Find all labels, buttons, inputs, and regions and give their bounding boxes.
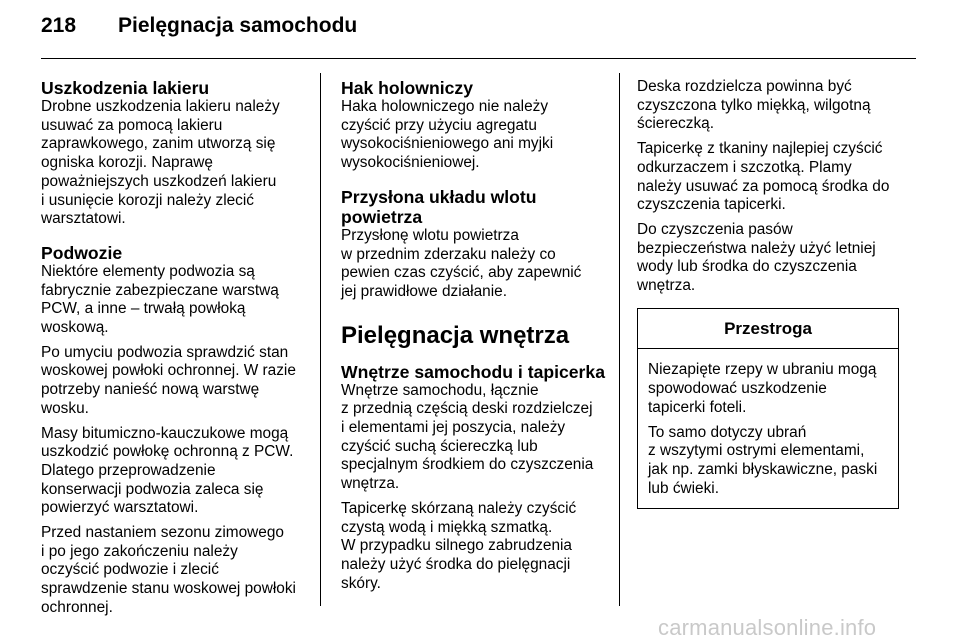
paragraph-paint-damage: Drobne uszkodzenia lakieru należy usuwać za pomocą lakieru zaprawkowego, zanim utworzą się ogniska korozji. Naprawę poważniejszych uszkodzeń lakieru i usunięcie korozji należy zlecić warsztatowi. [41, 98, 280, 228]
heading-paint-damage: Uszkodzenia lakieru [41, 78, 210, 98]
column-2 [341, 78, 613, 593]
watermark: carmanualsonline.info [658, 615, 877, 640]
paragraph-dashboard: Deska rozdzielcza powinna być czyszczona tylko miękką, wilgotną ściereczką. [637, 78, 871, 133]
heading-air-inlet: Przysłona układu wlotu powietrza [341, 186, 537, 227]
caution-body [638, 349, 898, 508]
column-divider-2 [619, 73, 620, 606]
heading-tow-hook: Hak holowniczy [341, 78, 473, 98]
column-1 [41, 78, 313, 618]
paragraph-interior-1: Wnętrze samochodu, łącznie z przednią częścią deski rozdzielczej i elementami jej poszycia, należy czyścić suchą ściereczką lub specjalnym środkiem do czyszczenia wnętrza. [341, 381, 594, 493]
paragraph-underbody-4: Przed nastaniem sezonu zimowego i po jego zakończeniu należy oczyścić podwozie i zlecić sprawdzenie stanu woskowej powłoki ochronnej. [41, 524, 296, 616]
heading-interior-care: Pielęgnacja wnętrza [341, 321, 570, 349]
paragraph-tow-hook: Haka holowniczego nie należy czyścić przy użyciu agregatu wysokociśnieniowego ani myjki wysokociśnieniowej. [341, 98, 554, 172]
paragraph-air-inlet: Przysłonę wlotu powietrza w przednim zderzaku należy co pewien czas czyścić, aby zapewnić jej prawidłowe działanie. [341, 226, 582, 300]
section-title: Pielęgnacja samochodu [118, 14, 358, 37]
caution-title: Przestroga [638, 309, 898, 350]
page-number: 218 [41, 14, 77, 37]
header-rule [41, 58, 916, 59]
paragraph-seatbelts: Do czyszczenia pasów bezpieczeństwa należy użyć letniej wody lub środka do czyszczenia wnętrza. [637, 220, 876, 295]
heading-interior-upholstery: Wnętrze samochodu i tapicerka [341, 361, 605, 382]
caution-box [637, 308, 899, 510]
page-header [41, 14, 357, 38]
paragraph-fabric: Tapicerkę z tkaniny najlepiej czyścić odkurzaczem i szczotką. Plamy należy usuwać za pomocą środka do czyszczenia tapicerki. [637, 140, 890, 214]
column-divider-1 [320, 73, 321, 606]
column-3 [637, 78, 915, 509]
heading-underbody: Podwozie [41, 242, 123, 263]
paragraph-underbody-2: Po umyciu podwozia sprawdzić stan woskowej powłoki ochronnej. W razie potrzeby nanieść nową warstwę wosku. [41, 343, 296, 417]
caution-paragraph-1: Niezapięte rzepy w ubraniu mogą spowodować uszkodzenie tapicerki foteli. [648, 361, 877, 416]
paragraph-underbody-1: Niektóre elementy podwozia są fabrycznie zabezpieczane warstwą PCW, a inne – trwałą powłoką woskową. [41, 262, 279, 337]
paragraph-interior-2: Tapicerkę skórzaną należy czyścić czystą wodą i miękką szmatką. W przypadku silnego zabrudzenia należy użyć środka do pielęgnacji skóry. [341, 499, 577, 592]
caution-paragraph-2: To samo dotyczy ubrań z wszytymi ostrymi elementami, jak np. zamki błyskawiczne, paski lub ćwieki. [648, 423, 878, 497]
paragraph-underbody-3: Masy bitumiczno-kauczukowe mogą uszkodzić powłokę ochronną z PCW. Dlatego przeprowadzenie konserwacji podwozia zaleca się powierzyć warsztatowi. [41, 424, 294, 517]
